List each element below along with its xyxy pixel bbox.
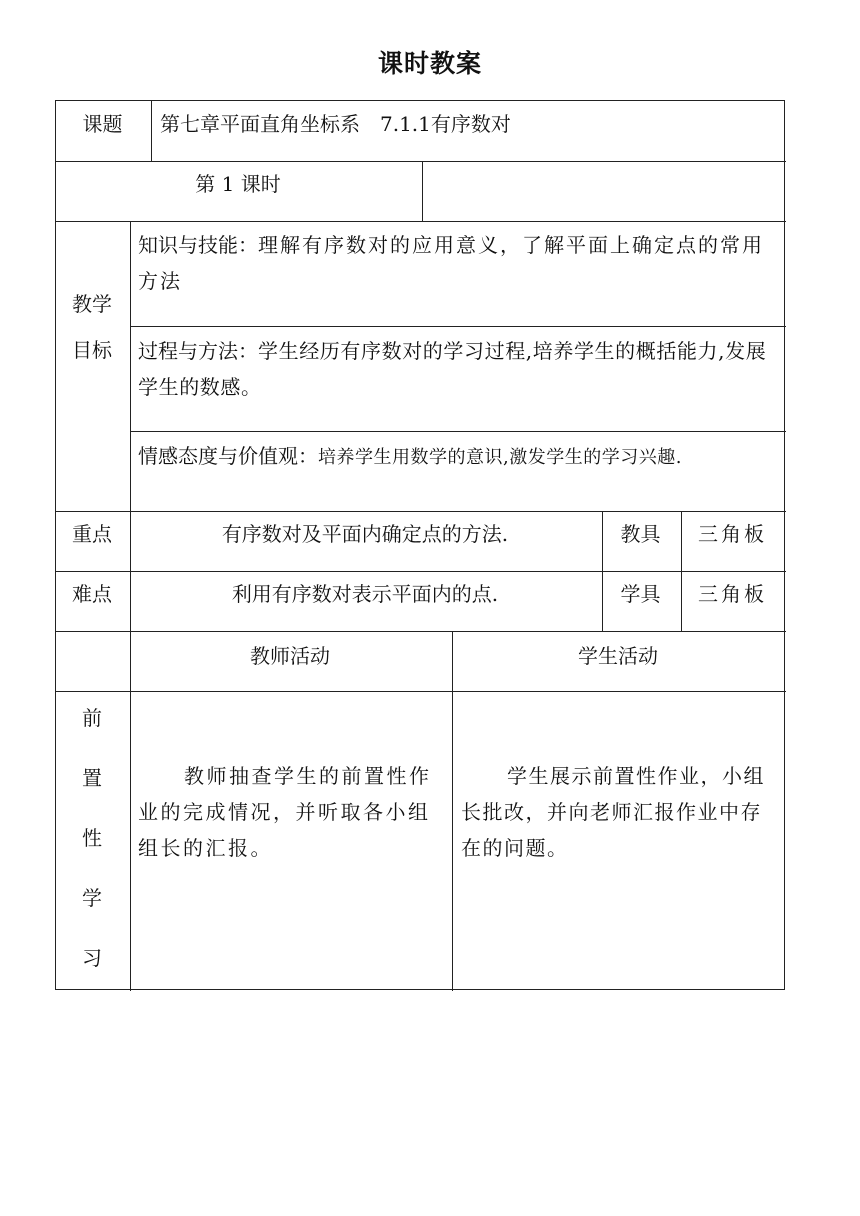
objective-emotion-text: 培养学生用数学的意识,激发学生的学习兴趣. bbox=[318, 447, 682, 468]
objective-knowledge-heading: 知识与技能： bbox=[138, 233, 258, 257]
objective-emotion-heading: 情感态度与价值观： bbox=[138, 444, 318, 468]
objective-process-heading: 过程与方法： bbox=[138, 339, 258, 363]
preview-char-2: 置 bbox=[82, 766, 102, 790]
learning-tool-label: 学具 bbox=[620, 582, 661, 606]
learning-tool-value: 三角板 bbox=[698, 582, 767, 606]
teacher-activity-header: 教师活动 bbox=[250, 644, 330, 668]
teacher-activity-text: 教师抽查学生的前置性作业的完成情况，并听取各小组组长的汇报。 bbox=[138, 764, 432, 860]
preview-char-5: 习 bbox=[82, 946, 102, 970]
teaching-tool-value: 三角板 bbox=[698, 522, 767, 546]
preview-learning-label bbox=[55, 706, 129, 1006]
teaching-tool-label: 教具 bbox=[620, 522, 661, 546]
objective-process-text: 学生经历有序数对的学习过程,培养学生的概括能力,发展学生的数感。 bbox=[138, 339, 767, 399]
difficulty-value: 利用有序数对表示平面内的点. bbox=[231, 582, 499, 606]
key-point-value: 有序数对及平面内确定点的方法. bbox=[221, 522, 509, 546]
topic-value: 第七章平面直角坐标系 7.1.1有序数对 bbox=[160, 112, 511, 136]
key-point-label: 重点 bbox=[72, 522, 112, 546]
objective-knowledge bbox=[138, 227, 778, 299]
student-activity-header: 学生活动 bbox=[578, 644, 658, 668]
objectives-label-line1: 教学 bbox=[72, 292, 112, 316]
objective-knowledge-text: 理解有序数对的应用意义，了解平面上确定点的常用方法 bbox=[138, 233, 764, 293]
student-activity-text: 学生展示前置性作业，小组长批改，并向老师汇报作业中存在的问题。 bbox=[461, 764, 765, 860]
preview-char-4: 学 bbox=[82, 886, 102, 910]
preview-char-1: 前 bbox=[82, 706, 102, 730]
objective-process bbox=[138, 333, 783, 405]
objectives-label-line2: 目标 bbox=[72, 338, 112, 362]
difficulty-label: 难点 bbox=[72, 582, 112, 606]
topic-label: 课题 bbox=[82, 112, 123, 136]
preview-char-3: 性 bbox=[82, 826, 102, 850]
objective-emotion bbox=[138, 438, 783, 476]
document-title: 课时教案 bbox=[377, 49, 482, 78]
period-label: 第 1 课时 bbox=[195, 172, 281, 196]
